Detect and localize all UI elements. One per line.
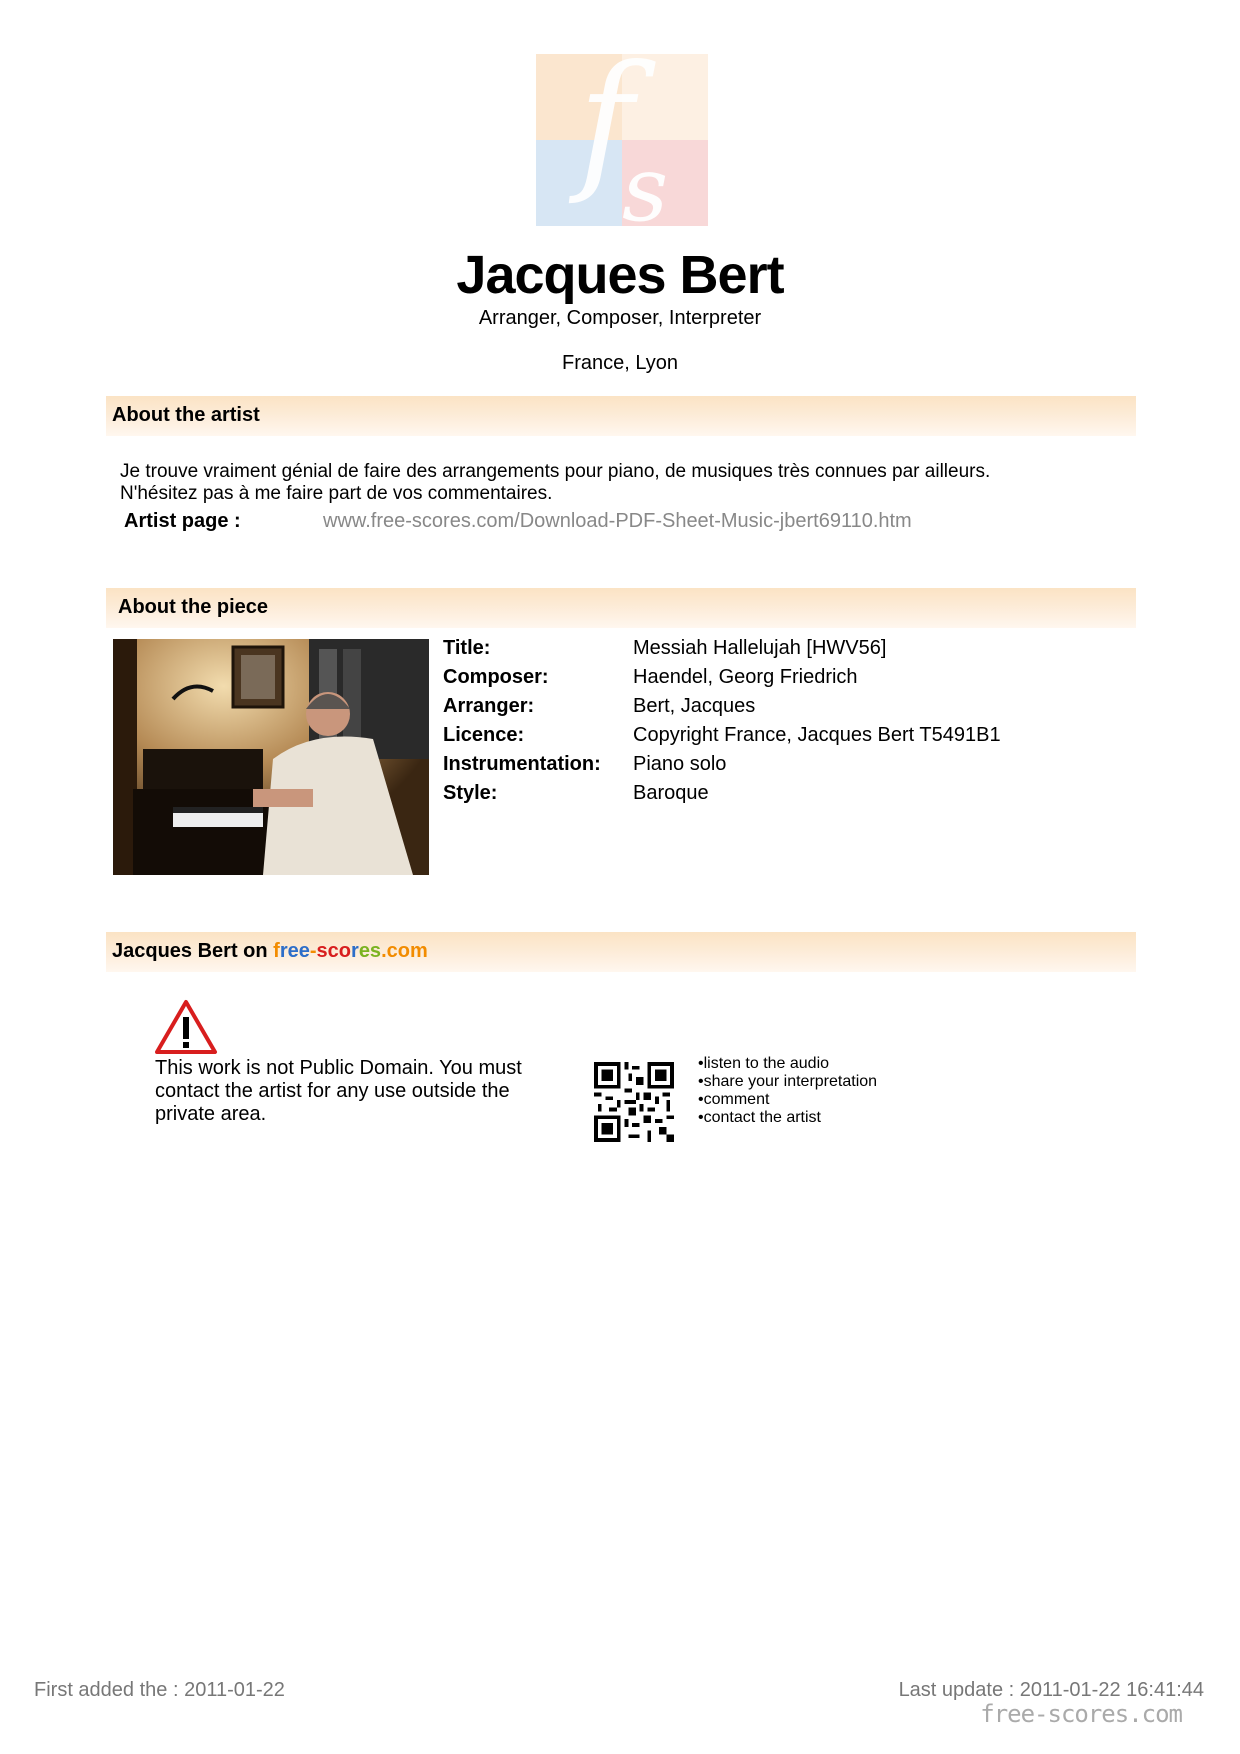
feature-item: • listen to the audio bbox=[698, 1055, 877, 1073]
feature-item: • contact the artist bbox=[698, 1109, 877, 1127]
svg-text:f: f bbox=[578, 54, 634, 208]
feature-item: • share your interpretation bbox=[698, 1073, 877, 1091]
svg-text:s: s bbox=[622, 137, 669, 226]
feature-item: • comment bbox=[698, 1091, 877, 1109]
warning-triangle-icon bbox=[154, 999, 218, 1055]
site-brand-name[interactable]: free-scores.com bbox=[273, 940, 428, 962]
footer-brand: free-scores.com bbox=[980, 1700, 1182, 1728]
composer-value: Haendel, Georg Friedrich bbox=[633, 666, 858, 688]
artist-bio-line: N'hésitez pas à me faire part de vos commentaires. bbox=[120, 483, 553, 504]
first-added-date: First added the : 2011-01-22 bbox=[34, 1679, 285, 1701]
copyright-warning: This work is not Public Domain. You must contact the artist for any use outside the private area. bbox=[155, 1057, 522, 1125]
site-heading-prefix: Jacques Bert on bbox=[112, 940, 274, 962]
style-value: Baroque bbox=[633, 782, 709, 804]
instrumentation-value: Piano solo bbox=[633, 753, 727, 775]
arranger-label: Arranger: bbox=[443, 695, 535, 717]
about-artist-heading: About the artist bbox=[106, 396, 1136, 436]
qr-code[interactable] bbox=[594, 1062, 674, 1142]
artist-page-label: Artist page : bbox=[124, 510, 241, 532]
artist-roles: Arranger, Composer, Interpreter bbox=[478, 307, 762, 329]
feature-list bbox=[698, 1055, 877, 1127]
title-label: Title: bbox=[443, 637, 491, 659]
artist-page-link[interactable]: www.free-scores.com/Download-PDF-Sheet-Music-jbert69110.htm bbox=[323, 510, 912, 532]
artist-photo bbox=[113, 639, 429, 875]
site-section-heading bbox=[106, 932, 1136, 972]
free-scores-logo bbox=[536, 54, 708, 226]
artist-bio bbox=[120, 461, 1120, 505]
last-update-date: Last update : 2011-01-22 16:41:44 bbox=[898, 1679, 1204, 1701]
licence-label: Licence: bbox=[443, 724, 525, 746]
composer-label: Composer: bbox=[443, 666, 549, 688]
instrumentation-label: Instrumentation: bbox=[443, 753, 601, 775]
about-piece-heading: About the piece bbox=[106, 588, 1136, 628]
artist-location: France, Lyon bbox=[562, 352, 678, 374]
artist-name: Jacques Bert bbox=[456, 245, 784, 305]
style-label: Style: bbox=[443, 782, 498, 804]
licence-value: Copyright France, Jacques Bert T5491B1 bbox=[633, 724, 1001, 746]
arranger-value: Bert, Jacques bbox=[633, 695, 756, 717]
title-value: Messiah Hallelujah [HWV56] bbox=[633, 637, 887, 659]
artist-bio-line: Je trouve vraiment génial de faire des arrangements pour piano, de musiques très connues par ailleurs. bbox=[120, 461, 991, 482]
